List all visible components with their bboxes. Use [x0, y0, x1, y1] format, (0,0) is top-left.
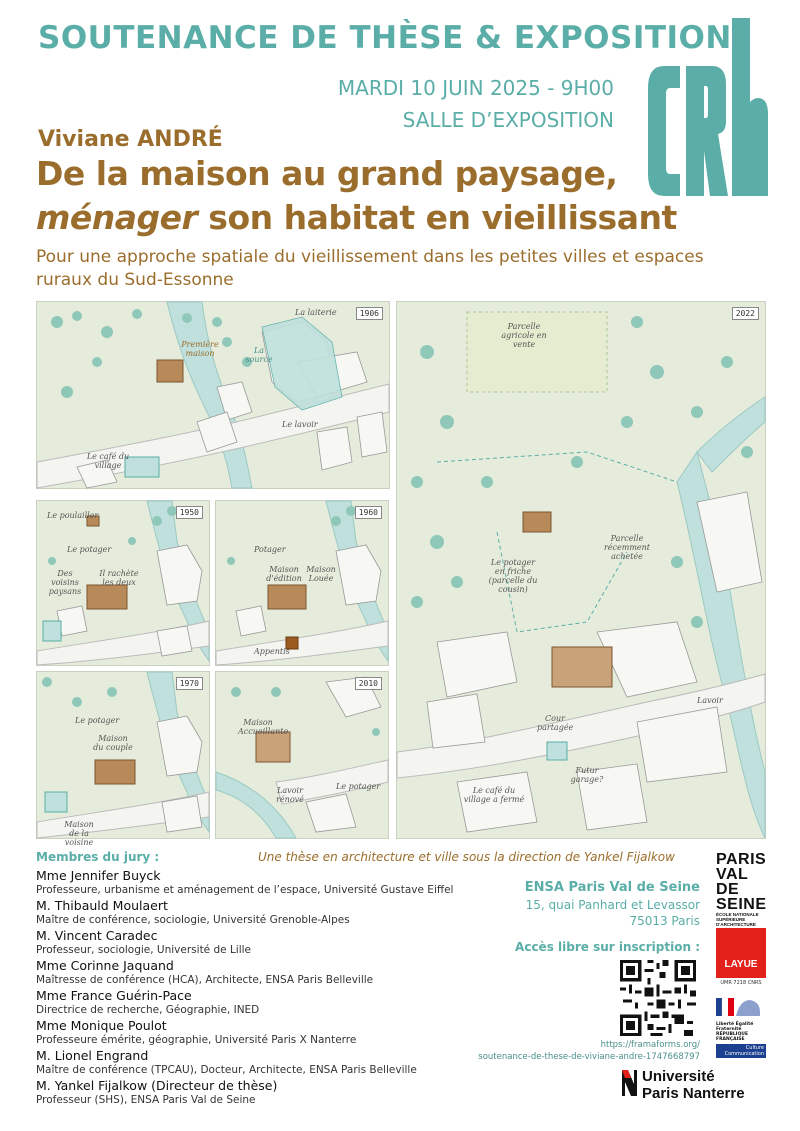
crh-logo [646, 18, 768, 198]
jury-member [36, 988, 506, 1018]
label-lavoir-2010: Lavoir rénové [276, 786, 304, 804]
label-maison-1960a: Maison d'édition [266, 565, 302, 583]
event-date: MARDI 10 JUIN 2025 - 9H00 [337, 76, 614, 100]
event-venue: SALLE D’EXPOSITION [402, 108, 614, 132]
republique-francaise-logo [716, 996, 766, 1057]
pvs-line-1: PARIS [716, 851, 767, 868]
marianne-icon [716, 996, 766, 1018]
label-futur-garage: Futur garage? [570, 766, 604, 784]
label-potager-2010: Le potager [336, 782, 381, 791]
map-2022 [396, 301, 766, 839]
ministere-text: Culture Communication [716, 1044, 766, 1058]
pvs-line-3: SEINE [716, 896, 767, 913]
jury-member [36, 868, 506, 898]
jury-member-role: Maîtresse de conférence (HCA), Architecte, ENSA Paris Belleville [36, 974, 374, 986]
nanterre-text [642, 1068, 745, 1102]
label-maison-1960b: Maison Louée [306, 565, 336, 583]
jury-list [36, 868, 506, 1108]
label-source: La source [245, 346, 273, 364]
year-badge-1950: 1950 [176, 506, 203, 519]
layue-subtitle: UMR 7218 CNRS [720, 980, 762, 986]
jury-member-role: Maître de conférence (TPCAU), Docteur, Architecte, ENSA Paris Belleville [36, 1064, 417, 1076]
school-address-line2: 75013 Paris [629, 914, 700, 928]
label-parcelle-achetee: Parcelle récemment achetée [603, 534, 651, 561]
jury-member [36, 1048, 506, 1078]
pvs-subtitle: ÉCOLE NATIONALE SUPÉRIEURE D'ARCHITECTURE [716, 912, 759, 927]
jury-member [36, 928, 506, 958]
label-potager-friche: Le potager en friche (parcelle du cousin) [488, 558, 538, 594]
registration-url-line1[interactable]: https://framaforms.org/ [600, 1040, 700, 1050]
jury-member-name: M. Vincent Caradec [36, 928, 158, 943]
jury-member-name: M. Thibauld Moulaert [36, 898, 168, 913]
jury-member [36, 1018, 506, 1048]
label-potager: Le potager [67, 545, 112, 554]
layue-text: LAYUE [724, 959, 758, 970]
republique-text: Liberté Égalité Fraternité RÉPUBLIQUE FRANÇAISE [716, 1022, 754, 1042]
year-badge-1960: 1960 [355, 506, 382, 519]
label-lavoir: Le lavoir [282, 420, 318, 429]
thesis-title-emphasis: ménager [36, 198, 198, 237]
jury-member-name: Mme Monique Poulot [36, 1018, 167, 1033]
label-maison-2010: Maison Accueillante [238, 718, 289, 736]
registration-note: Accès libre sur inscription : [515, 940, 700, 954]
label-cafe-ferme: Le café du village a fermé [463, 786, 525, 804]
jury-member-role: Professeur, sociologie, Université de Lille [36, 944, 252, 956]
label-appentis: Appentis [254, 647, 290, 656]
nanterre-line2: Paris Nanterre [642, 1085, 745, 1102]
year-badge-1906: 1906 [356, 307, 383, 320]
jury-member-role: Professeur (SHS), ENSA Paris Val de Seine [36, 1094, 256, 1106]
pvs-line-2: VAL DE [716, 866, 749, 898]
jury-member-name: Mme Corinne Jaquand [36, 958, 174, 973]
map-1906 [36, 301, 390, 489]
label-lavoir-2022: Lavoir [697, 696, 723, 705]
thesis-title-line1: De la maison au grand paysage, [36, 154, 618, 193]
label-cour-partagee: Cour partagée [537, 714, 574, 732]
label-famille: Il rachète les deux [99, 569, 139, 587]
jury-member-name: Mme Jennifer Buyck [36, 868, 161, 883]
label-parcelle-vente: Parcelle agricole en vente [501, 322, 547, 349]
jury-member-name: M. Yankel Fijalkow (Directeur de thèse) [36, 1078, 278, 1093]
jury-member-role: Maître de conférence, sociologie, Université Grenoble-Alpes [36, 914, 350, 926]
ensa-pvs-logo [716, 852, 768, 927]
jury-member-role: Professeure, urbanisme et aménagement de l’espace, Université Gustave Eiffel [36, 884, 454, 896]
label-voisine: Maison de la voisine [64, 820, 94, 847]
jury-heading: Membres du jury : [36, 850, 160, 864]
school-name: ENSA Paris Val de Seine [524, 880, 700, 895]
school-address-line1: 15, quai Panhard et Levassor [525, 898, 700, 912]
year-badge-2022: 2022 [732, 307, 759, 320]
registration-qr-code[interactable] [620, 960, 696, 1036]
author-name: Viviane ANDRÉ [38, 127, 223, 152]
layue-logo [716, 928, 766, 978]
jury-member [36, 898, 506, 928]
jury-member-name: Mme France Guérin-Pace [36, 988, 192, 1003]
label-potager-1970: Le potager [75, 716, 120, 725]
year-badge-1970: 1970 [176, 677, 203, 690]
nanterre-n-icon [620, 1068, 638, 1098]
year-badge-2010: 2010 [355, 677, 382, 690]
label-cafe: Le café du village [86, 452, 130, 470]
jury-member-role: Directrice de recherche, Géographie, INED [36, 1004, 260, 1016]
map-1950 [36, 500, 210, 666]
label-poulailler: Le poulailler [47, 511, 99, 520]
jury-member-name: M. Lionel Engrand [36, 1048, 149, 1063]
nanterre-line1: Université [642, 1068, 715, 1085]
thesis-title-line2 [36, 198, 677, 237]
map-2010 [215, 671, 389, 839]
label-maison-1970: Maison du couple [93, 734, 133, 752]
jury-member [36, 1078, 506, 1108]
supervision-note: Une thèse en architecture et ville sous la direction de Yankel Fijalkow [258, 850, 675, 864]
label-premiere-maison: Première maison [181, 340, 219, 358]
label-laiterie: La laiterie [295, 308, 337, 317]
thesis-title-line2-rest: son habitat en vieillissant [197, 198, 677, 237]
registration-url-line2[interactable]: soutenance-de-these-de-viviane-andre-1747668797 [478, 1052, 700, 1062]
nanterre-logo [620, 1068, 745, 1102]
map-1970 [36, 671, 210, 847]
label-potager-1960: Potager [254, 545, 286, 554]
event-title: SOUTENANCE DE THÈSE & EXPOSITION [38, 20, 732, 56]
label-voisins: Des voisins paysans [48, 569, 82, 596]
jury-member [36, 958, 506, 988]
map-1960 [215, 500, 389, 666]
jury-member-role: Professeure émérite, géographie, Université Paris X Nanterre [36, 1034, 357, 1046]
thesis-subtitle: Pour une approche spatiale du vieillissement dans les petites villes et espaces ruraux du Sud-Essonne [36, 247, 704, 290]
